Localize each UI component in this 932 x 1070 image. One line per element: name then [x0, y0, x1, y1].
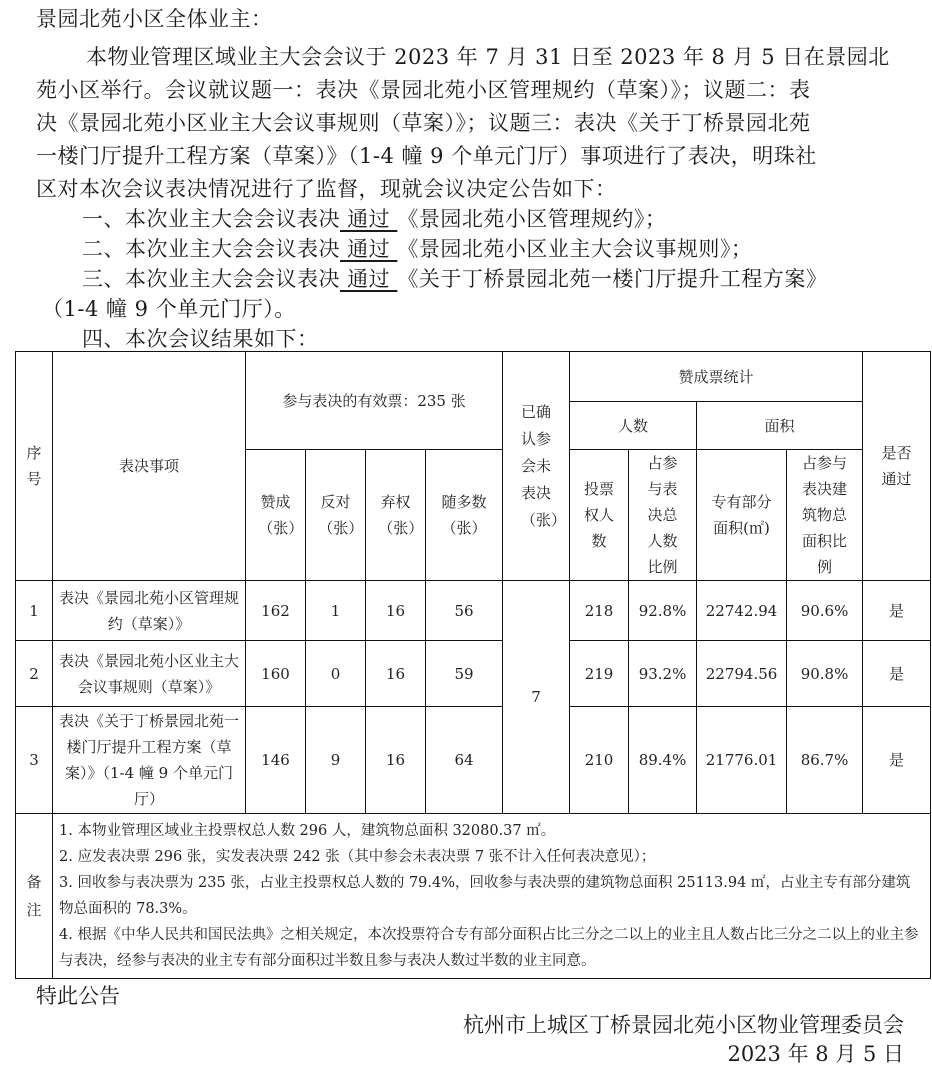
- header-voters: 投票权人数: [570, 450, 629, 581]
- row-agree: 146: [246, 707, 306, 814]
- row-agree: 160: [246, 641, 306, 707]
- signing-date: 2023 年 8 月 5 日: [727, 1042, 904, 1066]
- row-item: 表决《关于丁桥景园北苑一楼门厅提升工程方案（草案）》（1-4 幢 9 个单元门厅）: [53, 707, 246, 814]
- row-item: 表决《景园北苑小区业主大会议事规则（草案）》: [53, 641, 246, 707]
- resolution-result: 通过: [340, 237, 398, 261]
- header-voter-ratio: 占参与表决总人数比例: [629, 450, 697, 581]
- header-follow-majority: 随多数（张）: [426, 450, 503, 581]
- resolution-2: [82, 236, 752, 262]
- row-area: 21776.01: [697, 707, 787, 814]
- row-voters: 219: [570, 641, 629, 707]
- header-oppose: 反对（张）: [306, 450, 366, 581]
- header-exclusive-area: 专有部分面积(㎡): [697, 450, 787, 581]
- row-area: 22742.94: [697, 581, 787, 641]
- header-confirmed-no-vote: 已确认参会未表决（张）: [503, 352, 570, 581]
- resolution-subject: 《景园北苑小区业主大会议事规则》；: [397, 237, 753, 261]
- intro-line: 一楼门厅提升工程方案（草案）》（1-4 幢 9 个单元门厅）事项进行了表决，明珠社: [36, 144, 817, 168]
- row-abstain: 16: [366, 581, 426, 641]
- row-voter-ratio: 93.2%: [629, 641, 697, 707]
- header-passed: 是否通过: [863, 352, 931, 581]
- row-voters: 218: [570, 581, 629, 641]
- table-row: [16, 641, 931, 707]
- resolution-1: [82, 206, 666, 232]
- header-area: 面积: [697, 402, 863, 450]
- results-table: [15, 351, 931, 979]
- row-area: 22794.56: [697, 641, 787, 707]
- header-seq: 序号: [16, 352, 53, 581]
- resolution-prefix: 一、本次业主大会会议表决: [82, 207, 340, 231]
- remark-item: 3. 回收参与表决票为 235 张，占业主投票权总人数的 79.4%，回收参与表决票的建筑物总面积 25113.94 ㎡，占业主专有部分建筑物总面积的 78.3%。: [59, 875, 911, 917]
- row-voter-ratio: 89.4%: [629, 707, 697, 814]
- table-row: [16, 581, 931, 641]
- row-agree: 162: [246, 581, 306, 641]
- row-passed: 是: [863, 707, 931, 814]
- row-seq: 2: [16, 641, 53, 707]
- intro-line: 本物业管理区域业主大会会议于 2023 年 7 月 31 日至 2023 年 8 月 5 日在景园北: [86, 45, 890, 69]
- row-follow: 59: [426, 641, 503, 707]
- row-seq: 3: [16, 707, 53, 814]
- header-agree: 赞成（张）: [246, 450, 306, 581]
- remark-item: 4. 根据《中华人民共和国民法典》之相关规定，本次投票符合专有部分面积占比三分之二以上的业主且人数占比三分之二以上的业主参与表决，经参与表决的业主专有部分面积过半数且参与表决人数过半数的业主同意。: [59, 927, 919, 969]
- row-voter-ratio: 92.8%: [629, 581, 697, 641]
- remarks-content: [53, 814, 931, 979]
- header-item: 表决事项: [53, 352, 246, 581]
- row-seq: 1: [16, 581, 53, 641]
- row-area-ratio: 86.7%: [787, 707, 863, 814]
- table-row: [16, 707, 931, 814]
- row-abstain: 16: [366, 707, 426, 814]
- row-passed: 是: [863, 581, 931, 641]
- remark-item: 2. 应发表决票 296 张，实发表决票 242 张（其中参会未表决票 7 张不计入任何表决意见）；: [59, 849, 656, 865]
- row-area-ratio: 90.6%: [787, 581, 863, 641]
- remark-item: 1. 本物业管理区域业主投票权总人数 296 人，建筑物总面积 32080.37 ㎡。: [59, 823, 556, 839]
- resolution-result: 通过: [340, 267, 398, 291]
- resolution-subject: 《景园北苑小区管理规约》；: [397, 207, 667, 231]
- intro-line: 决《景园北苑小区业主大会议事规则（草案）》；议题三：表决《关于丁桥景园北苑: [36, 111, 811, 135]
- row-oppose: 0: [306, 641, 366, 707]
- row-voters: 210: [570, 707, 629, 814]
- header-area-ratio: 占参与表决建筑物总面积比例: [787, 450, 863, 581]
- row-follow: 56: [426, 581, 503, 641]
- resolution-prefix: 二、本次业主大会会议表决: [82, 237, 340, 261]
- row-follow: 64: [426, 707, 503, 814]
- announcement-closing: 特此公告: [36, 984, 120, 1008]
- intro-line: 苑小区举行。会议就议题一：表决《景园北苑小区管理规约（草案）》；议题二：表: [36, 78, 811, 102]
- row-oppose: 1: [306, 581, 366, 641]
- row-area-ratio: 90.8%: [787, 641, 863, 707]
- header-valid-votes: 参与表决的有效票：235 张: [246, 352, 503, 450]
- intro-line: 区对本次会议表决情况进行了监督，现就会议决定公告如下：: [36, 177, 617, 201]
- header-abstain: 弃权（张）: [366, 450, 426, 581]
- confirmed-no-vote-value: 7: [503, 581, 570, 814]
- resolution-result: 通过: [340, 207, 398, 231]
- resolution-3-continuation: （1-4 幢 9 个单元门厅）。: [42, 297, 296, 321]
- resolution-3: [82, 266, 827, 292]
- row-abstain: 16: [366, 641, 426, 707]
- header-agree-stats: 赞成票统计: [570, 352, 863, 402]
- header-persons: 人数: [570, 402, 697, 450]
- remarks-label: 备注: [16, 814, 53, 979]
- row-passed: 是: [863, 641, 931, 707]
- row-item: 表决《景园北苑小区管理规约（草案）》: [53, 581, 246, 641]
- remarks-row: [16, 814, 931, 979]
- resolution-subject: 《关于丁桥景园北苑一楼门厅提升工程方案》: [397, 267, 828, 291]
- row-oppose: 9: [306, 707, 366, 814]
- salutation: 景园北苑小区全体业主：: [36, 7, 273, 31]
- section-4-heading: 四、本次会议结果如下：: [82, 327, 319, 351]
- resolution-prefix: 三、本次业主大会会议表决: [82, 267, 340, 291]
- signing-organization: 杭州市上城区丁桥景园北苑小区物业管理委员会: [463, 1013, 904, 1037]
